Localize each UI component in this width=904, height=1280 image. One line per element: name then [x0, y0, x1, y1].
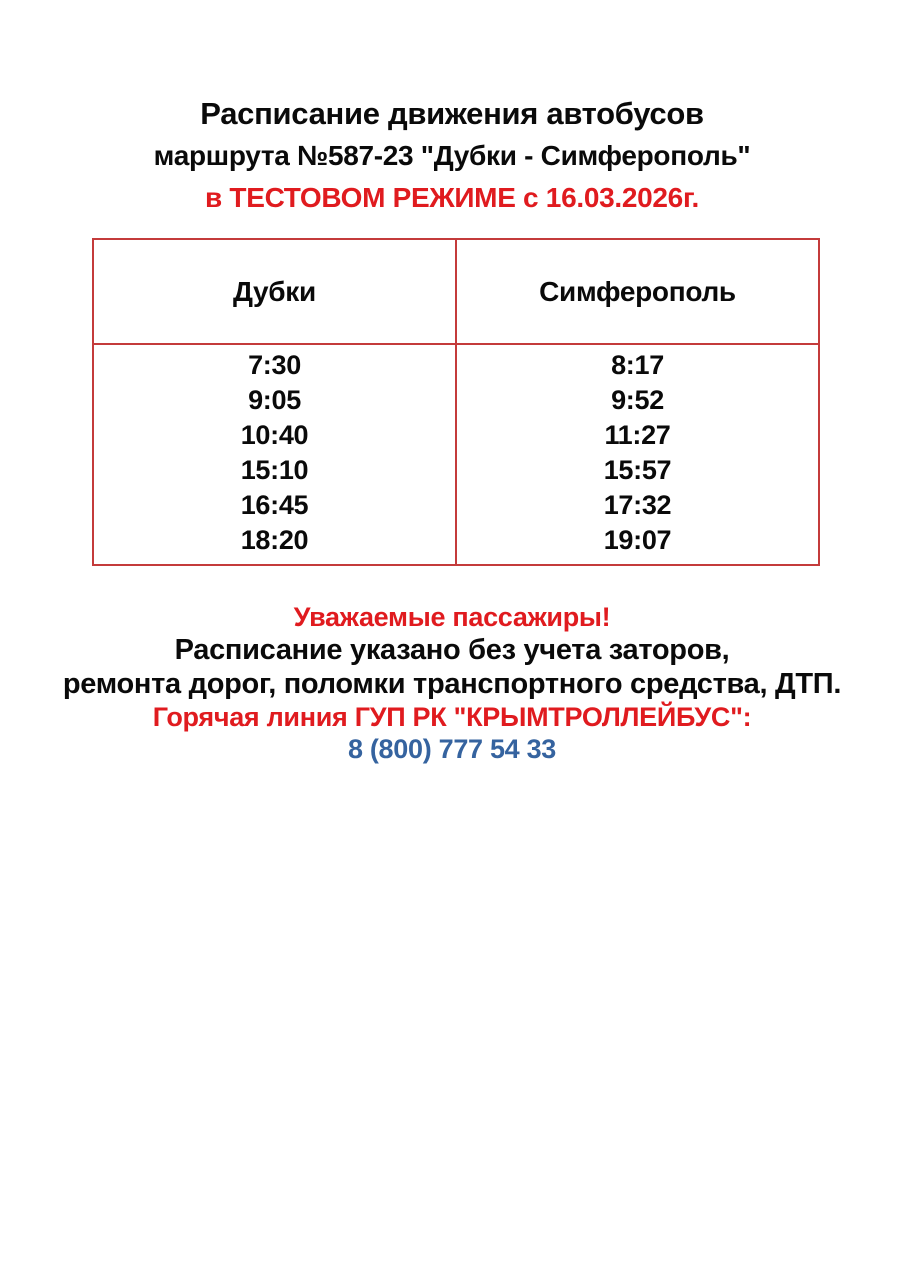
- departure-time-cell: 9:05: [93, 383, 456, 418]
- schedule-table: [92, 238, 820, 566]
- departure-time-cell: 7:30: [93, 344, 456, 383]
- departure-time-cell: 15:10: [93, 453, 456, 488]
- column-header-dubki: Дубки: [93, 239, 456, 344]
- column-header-simferopol: Симферополь: [456, 239, 819, 344]
- title-block: [0, 96, 904, 214]
- table-row: [93, 383, 819, 418]
- table-row: [93, 453, 819, 488]
- test-mode-notice: в ТЕСТОВОМ РЕЖИМЕ с 16.03.2026г.: [205, 182, 699, 213]
- hotline-label: Горячая линия ГУП РК "КРЫМТРОЛЛЕЙБУС":: [152, 702, 752, 732]
- schedule-table-body: [93, 344, 819, 565]
- table-row: [93, 488, 819, 523]
- arrival-time-cell: 15:57: [456, 453, 819, 488]
- passengers-greeting: Уважаемые пассажиры!: [293, 602, 611, 632]
- arrival-time-cell: 17:32: [456, 488, 819, 523]
- arrival-time-cell: 19:07: [456, 523, 819, 565]
- arrival-time-cell: 8:17: [456, 344, 819, 383]
- arrival-time-cell: 9:52: [456, 383, 819, 418]
- hotline-phone-number: 8 (800) 777 54 33: [347, 734, 557, 764]
- table-row: [93, 344, 819, 383]
- table-row: [93, 418, 819, 453]
- departure-time-cell: 10:40: [93, 418, 456, 453]
- header-row: [93, 239, 819, 344]
- arrival-time-cell: 11:27: [456, 418, 819, 453]
- disclaimer-line-1: Расписание указано без учета заторов,: [174, 634, 730, 666]
- notes-block: [0, 601, 904, 765]
- departure-time-cell: 18:20: [93, 523, 456, 565]
- route-subtitle: маршрута №587-23 "Дубки - Симферополь": [153, 140, 751, 171]
- table-row: [93, 523, 819, 565]
- schedule-table-header: [93, 239, 819, 344]
- disclaimer-line-2: ремонта дорог, поломки транспортного средства, ДТП.: [62, 668, 842, 700]
- page-title: Расписание движения автобусов: [200, 96, 704, 131]
- departure-time-cell: 16:45: [93, 488, 456, 523]
